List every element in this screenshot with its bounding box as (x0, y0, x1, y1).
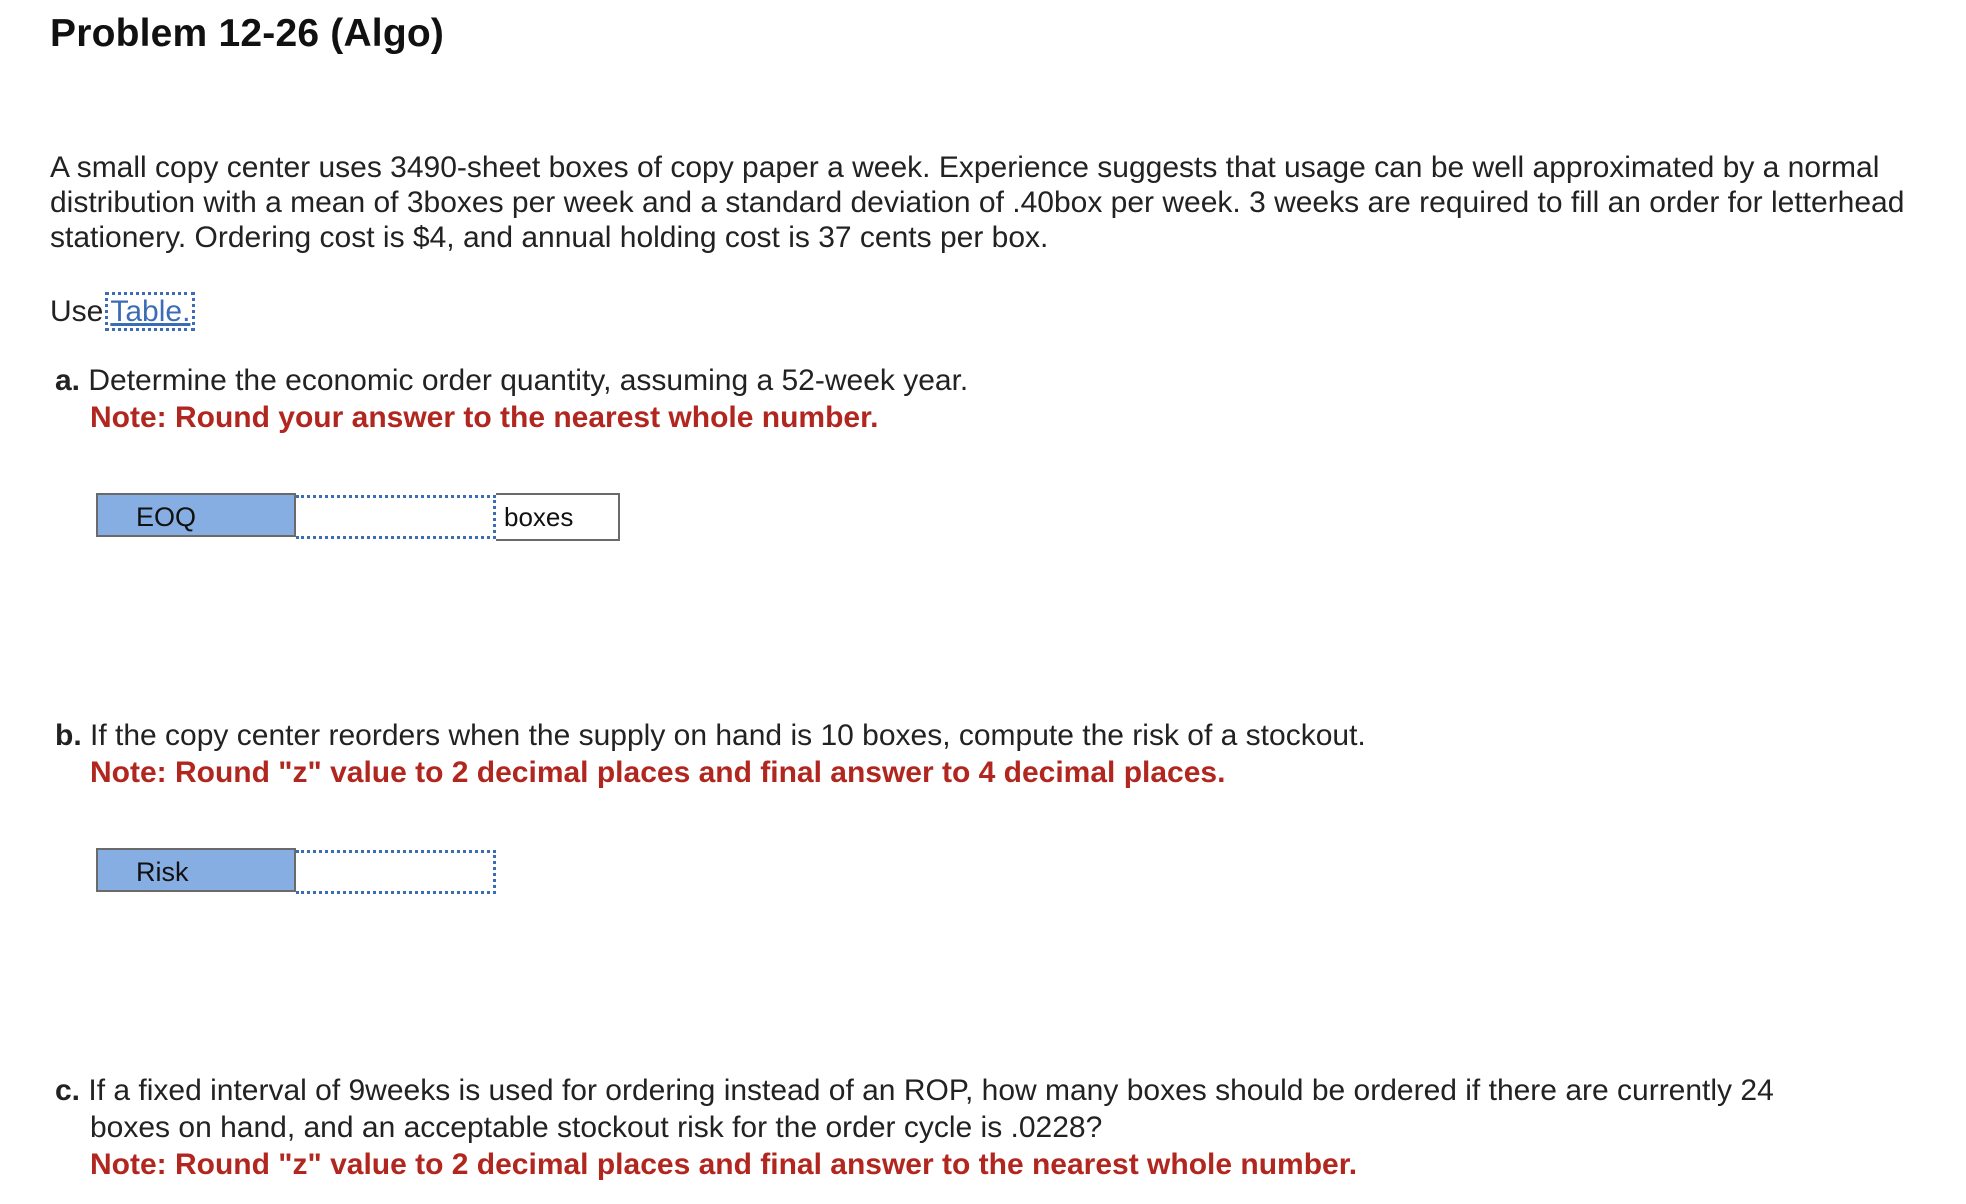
eoq-unit: boxes (496, 493, 620, 541)
problem-title: Problem 12-26 (Algo) (50, 12, 445, 55)
part-c-question (55, 1072, 1774, 1183)
risk-label: Risk (96, 848, 296, 892)
part-a-note: Note: Round your answer to the nearest whole number. (90, 401, 879, 434)
part-c-note: Note: Round "z" value to 2 decimal places and final answer to the nearest whole number. (90, 1148, 1358, 1181)
risk-input[interactable] (296, 850, 496, 894)
eoq-answer-row (96, 493, 620, 541)
part-b-question (55, 717, 1366, 791)
use-table-line (50, 295, 195, 329)
part-b-note: Note: Round "z" value to 2 decimal places and final answer to 4 decimal places. (90, 756, 1226, 789)
eoq-input[interactable] (296, 495, 496, 539)
problem-intro: A small copy center uses 3490-sheet boxes of copy paper a week. Experience suggests that usage can be well approximated by a normal distribution with a mean of 3boxes per week and a standard deviation of .40box per week. 3 weeks are required to fill an order for letterhead stationery. Ordering cost is $4, and annual holding cost is 37 cents per box. (50, 151, 1905, 254)
part-a-text: Determine the economic order quantity, assuming a 52-week year. (88, 364, 969, 397)
eoq-label: EOQ (96, 493, 296, 537)
part-a-question (55, 362, 968, 436)
part-c-letter: c. (55, 1074, 81, 1107)
part-c-text-line2: boxes on hand, and an acceptable stockout risk for the order cycle is .0228? (90, 1111, 1103, 1144)
risk-answer-row (96, 848, 496, 896)
use-label: Use (50, 295, 104, 328)
part-a-letter: a. (55, 364, 81, 397)
table-link[interactable]: Table. (105, 292, 195, 331)
part-b-text: If the copy center reorders when the supply on hand is 10 boxes, compute the risk of a stockout. (90, 719, 1366, 752)
part-b-letter: b. (55, 719, 82, 752)
part-c-text-line1: If a fixed interval of 9weeks is used for ordering instead of an ROP, how many boxes should be ordered if there are currently 24 (88, 1074, 1774, 1107)
